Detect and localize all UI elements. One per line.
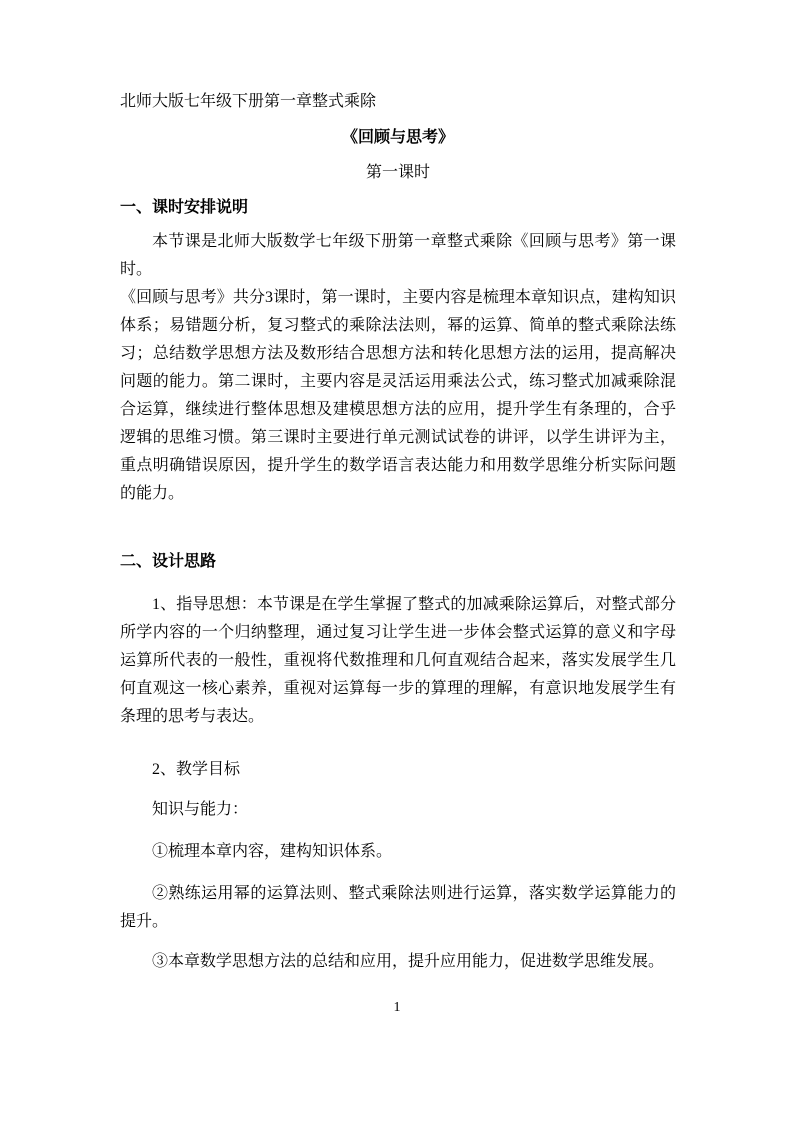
section2-paragraph-2: 2、教学目标 [152,761,241,778]
section-heading-1: 一、课时安排说明 [120,199,249,216]
section-heading-2: 二、设计思路 [120,553,217,570]
section2-paragraph-5: ②熟练运用幂的运算法则、整式乘除法则进行运算，落实数学运算能力的提升。 [120,885,676,930]
section2-paragraph-6: ③本章数学思想方法的总结和应用，提升应用能力，促进数学思维发展。 [152,953,665,970]
doc-header-line: 北师大版七年级下册第一章整式乘除 [120,93,377,110]
section1-paragraph-1: 本节课是北师大版数学七年级下册第一章整式乘除《回顾与思考》第一课时。 [120,233,676,278]
section2-paragraph-3: 知识与能力： [152,801,249,818]
section2-paragraph-1: 1、指导思想：本节课是在学生掌握了整式的加减乘除运算后，对整式部分所学内容的一个归纳整理，通过复习让学生进一步体会整式运算的意义和字母运算所代表的一般性，重视将代数推理和几何直观结合起来，落实发展学生几何直观这一核心素养，重视对运算每一步的算理的理解，有意识地发展学生有条理的思考与表达。 [120,596,676,725]
page-number: 1 [393,1000,401,1015]
section1-paragraph-2: 《回顾与思考》共分3课时，第一课时，主要内容是梳理本章知识点，建构知识体系；易错题分析，复习整式的乘除法法则，幂的运算、简单的整式乘除法练习；总结数学思想方法及数形结合思想方法和转化思想方法的运用，提高解决问题的能力。第二课时，主要内容是灵活运用乘法公式，练习整式加减乘除混合运算，继续进行整体思想及建模思想方法的应用，提升学生有条理的，合乎逻辑的思维习惯。第三课时主要进行单元测试试卷的讲评，以学生讲评为主，重点明确错误原因，提升学生的数学语言表达能力和用数学思维分析实际问题的能力。 [120,289,676,502]
doc-subtitle: 第一课时 [365,164,430,181]
section2-paragraph-4: ①梳理本章内容，建构知识体系。 [152,843,393,860]
doc-title: 《回顾与思考》 [341,129,454,146]
